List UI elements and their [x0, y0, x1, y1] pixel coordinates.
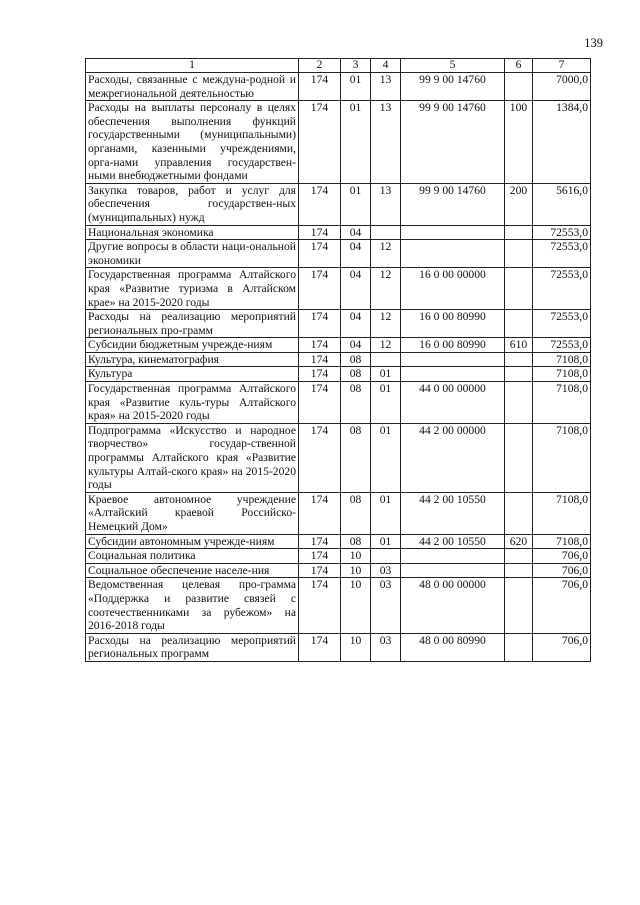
admin-code-cell: 174 — [299, 423, 341, 492]
expense-type-cell — [505, 240, 533, 268]
table-row — [86, 240, 591, 268]
section-code-cell: 10 — [341, 563, 371, 578]
amount-cell: 706,0 — [533, 563, 591, 578]
amount-cell: 7108,0 — [533, 382, 591, 424]
table-row — [86, 338, 591, 353]
column-header: 1 — [86, 59, 299, 73]
target-article-cell: 44 0 00 00000 — [401, 382, 505, 424]
subsection-code-cell: 01 — [371, 423, 401, 492]
expense-type-cell — [505, 73, 533, 101]
section-code-cell: 01 — [341, 101, 371, 184]
section-code-cell: 04 — [341, 268, 371, 310]
admin-code-cell: 174 — [299, 240, 341, 268]
amount-cell: 706,0 — [533, 578, 591, 633]
section-code-cell: 04 — [341, 310, 371, 338]
expense-type-cell — [505, 310, 533, 338]
item-name-cell: Расходы на реализацию мероприятий региональных программ — [86, 633, 299, 661]
section-code-cell: 08 — [341, 382, 371, 424]
target-article-cell — [401, 367, 505, 382]
target-article-cell — [401, 352, 505, 367]
table-row — [86, 268, 591, 310]
expense-type-cell — [505, 268, 533, 310]
expense-type-cell — [505, 423, 533, 492]
amount-cell: 72553,0 — [533, 310, 591, 338]
expense-type-cell — [505, 492, 533, 534]
amount-cell: 7108,0 — [533, 423, 591, 492]
subsection-code-cell: 03 — [371, 563, 401, 578]
section-code-cell: 01 — [341, 183, 371, 225]
admin-code-cell: 174 — [299, 578, 341, 633]
admin-code-cell: 174 — [299, 352, 341, 367]
expense-type-cell: 610 — [505, 338, 533, 353]
section-code-cell: 08 — [341, 423, 371, 492]
target-article-cell: 99 9 00 14760 — [401, 73, 505, 101]
table-row — [86, 423, 591, 492]
amount-cell: 706,0 — [533, 633, 591, 661]
item-name-cell: Краевое автономное учреждение «Алтайский краевой Российско-Немецкий Дом» — [86, 492, 299, 534]
page-number: 139 — [584, 36, 603, 50]
target-article-cell: 16 0 00 80990 — [401, 310, 505, 338]
admin-code-cell: 174 — [299, 563, 341, 578]
expense-type-cell: 620 — [505, 534, 533, 549]
table-row — [86, 225, 591, 240]
target-article-cell — [401, 563, 505, 578]
amount-cell: 1384,0 — [533, 101, 591, 184]
section-code-cell: 08 — [341, 367, 371, 382]
admin-code-cell: 174 — [299, 549, 341, 564]
table-body — [86, 73, 591, 662]
target-article-cell: 48 0 00 80990 — [401, 633, 505, 661]
table-row — [86, 578, 591, 633]
table-row — [86, 183, 591, 225]
expense-type-cell — [505, 563, 533, 578]
column-header: 5 — [401, 59, 505, 73]
admin-code-cell: 174 — [299, 633, 341, 661]
target-article-cell: 44 2 00 00000 — [401, 423, 505, 492]
subsection-code-cell: 12 — [371, 338, 401, 353]
subsection-code-cell: 01 — [371, 534, 401, 549]
expense-type-cell — [505, 352, 533, 367]
section-code-cell: 08 — [341, 492, 371, 534]
admin-code-cell: 174 — [299, 382, 341, 424]
expense-type-cell — [505, 225, 533, 240]
column-header: 7 — [533, 59, 591, 73]
subsection-code-cell: 13 — [371, 73, 401, 101]
target-article-cell: 16 0 00 80990 — [401, 338, 505, 353]
budget-table — [85, 58, 591, 662]
table-row — [86, 549, 591, 564]
table-row — [86, 633, 591, 661]
subsection-code-cell: 13 — [371, 183, 401, 225]
target-article-cell — [401, 225, 505, 240]
amount-cell: 5616,0 — [533, 183, 591, 225]
target-article-cell: 48 0 00 00000 — [401, 578, 505, 633]
amount-cell: 72553,0 — [533, 225, 591, 240]
admin-code-cell: 174 — [299, 367, 341, 382]
amount-cell: 7000,0 — [533, 73, 591, 101]
amount-cell: 72553,0 — [533, 338, 591, 353]
target-article-cell: 99 9 00 14760 — [401, 101, 505, 184]
table-row — [86, 367, 591, 382]
amount-cell: 7108,0 — [533, 352, 591, 367]
section-code-cell: 04 — [341, 338, 371, 353]
target-article-cell: 44 2 00 10550 — [401, 492, 505, 534]
admin-code-cell: 174 — [299, 183, 341, 225]
section-code-cell: 08 — [341, 534, 371, 549]
table-row — [86, 534, 591, 549]
section-code-cell: 04 — [341, 225, 371, 240]
subsection-code-cell: 01 — [371, 367, 401, 382]
table-row — [86, 492, 591, 534]
subsection-code-cell: 12 — [371, 310, 401, 338]
subsection-code-cell — [371, 352, 401, 367]
amount-cell: 7108,0 — [533, 492, 591, 534]
item-name-cell: Расходы, связанные с междуна-родной и межрегиональной деятельностью — [86, 73, 299, 101]
column-header: 3 — [341, 59, 371, 73]
expense-type-cell: 100 — [505, 101, 533, 184]
column-header: 2 — [299, 59, 341, 73]
item-name-cell: Государственная программа Алтайского края «Развитие туризма в Алтайском крае» на 2015-2020 годы — [86, 268, 299, 310]
section-code-cell: 04 — [341, 240, 371, 268]
admin-code-cell: 174 — [299, 310, 341, 338]
target-article-cell: 44 2 00 10550 — [401, 534, 505, 549]
expense-type-cell — [505, 549, 533, 564]
section-code-cell: 10 — [341, 633, 371, 661]
admin-code-cell: 174 — [299, 534, 341, 549]
subsection-code-cell: 12 — [371, 240, 401, 268]
item-name-cell: Социальная политика — [86, 549, 299, 564]
column-header: 6 — [505, 59, 533, 73]
section-code-cell: 10 — [341, 549, 371, 564]
expense-type-cell — [505, 633, 533, 661]
table-header-row — [86, 59, 591, 73]
item-name-cell: Субсидии бюджетным учрежде-ниям — [86, 338, 299, 353]
amount-cell: 72553,0 — [533, 240, 591, 268]
subsection-code-cell: 01 — [371, 492, 401, 534]
column-header: 4 — [371, 59, 401, 73]
item-name-cell: Государственная программа Алтайского края «Развитие куль-туры Алтайского края» на 2015-2020 годы — [86, 382, 299, 424]
subsection-code-cell: 13 — [371, 101, 401, 184]
item-name-cell: Социальное обеспечение населе-ния — [86, 563, 299, 578]
admin-code-cell: 174 — [299, 492, 341, 534]
amount-cell: 7108,0 — [533, 534, 591, 549]
amount-cell: 72553,0 — [533, 268, 591, 310]
item-name-cell: Другие вопросы в области наци-ональной экономики — [86, 240, 299, 268]
admin-code-cell: 174 — [299, 225, 341, 240]
section-code-cell: 10 — [341, 578, 371, 633]
subsection-code-cell: 03 — [371, 633, 401, 661]
item-name-cell: Ведомственная целевая про-грамма «Поддержка и развитие связей с соотечественниками за рубежом» на 2016-2018 годы — [86, 578, 299, 633]
subsection-code-cell — [371, 225, 401, 240]
subsection-code-cell: 01 — [371, 382, 401, 424]
item-name-cell: Субсидии автономным учрежде-ниям — [86, 534, 299, 549]
item-name-cell: Подпрограмма «Искусство и народное творчество» государ-ственной программы Алтайского края «Развитие культуры Алтай-ского края» на 2015-2020 годы — [86, 423, 299, 492]
table-row — [86, 382, 591, 424]
item-name-cell: Расходы на выплаты персоналу в целях обеспечения выполнения функций государственными (муниципальными) органами, казенными учреждениями, орга-нами управления государствен-ными внебюджетными фондами — [86, 101, 299, 184]
section-code-cell: 01 — [341, 73, 371, 101]
section-code-cell: 08 — [341, 352, 371, 367]
target-article-cell: 99 9 00 14760 — [401, 183, 505, 225]
expense-type-cell: 200 — [505, 183, 533, 225]
target-article-cell — [401, 240, 505, 268]
table-row — [86, 73, 591, 101]
subsection-code-cell: 03 — [371, 578, 401, 633]
amount-cell: 706,0 — [533, 549, 591, 564]
item-name-cell: Культура — [86, 367, 299, 382]
item-name-cell: Закупка товаров, работ и услуг для обеспечения государствен-ных (муниципальных) нужд — [86, 183, 299, 225]
admin-code-cell: 174 — [299, 101, 341, 184]
subsection-code-cell: 12 — [371, 268, 401, 310]
admin-code-cell: 174 — [299, 268, 341, 310]
item-name-cell: Культура, кинематография — [86, 352, 299, 367]
amount-cell: 7108,0 — [533, 367, 591, 382]
item-name-cell: Расходы на реализацию мероприятий региональных про-грамм — [86, 310, 299, 338]
subsection-code-cell — [371, 549, 401, 564]
admin-code-cell: 174 — [299, 73, 341, 101]
table-row — [86, 310, 591, 338]
table-row — [86, 352, 591, 367]
expense-type-cell — [505, 578, 533, 633]
target-article-cell — [401, 549, 505, 564]
table-row — [86, 563, 591, 578]
admin-code-cell: 174 — [299, 338, 341, 353]
expense-type-cell — [505, 367, 533, 382]
item-name-cell: Национальная экономика — [86, 225, 299, 240]
table-row — [86, 101, 591, 184]
expense-type-cell — [505, 382, 533, 424]
target-article-cell: 16 0 00 00000 — [401, 268, 505, 310]
